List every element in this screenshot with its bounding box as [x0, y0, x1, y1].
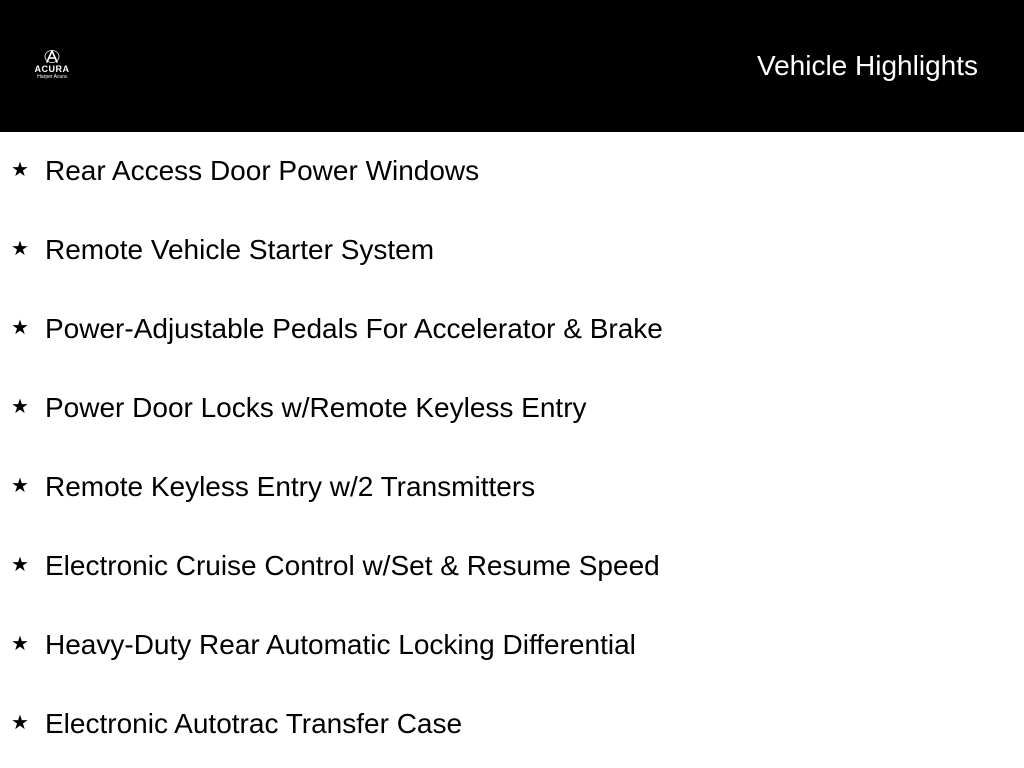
star-icon: ★ [11, 633, 29, 655]
star-icon: ★ [11, 554, 29, 576]
highlight-label: Remote Vehicle Starter System [45, 234, 435, 265]
logo-dealer-name: Harper Acura [37, 74, 67, 80]
highlight-label: Electronic Cruise Control w/Set & Resume Speed [45, 550, 660, 581]
highlight-label: Remote Keyless Entry w/2 Transmitters [45, 471, 536, 502]
star-icon: ★ [11, 712, 29, 734]
highlight-label: Electronic Autotrac Transfer Case [45, 708, 463, 739]
highlight-label: Power-Adjustable Pedals For Accelerator & Brake [45, 313, 663, 344]
list-item [0, 606, 1024, 685]
star-icon: ★ [11, 159, 29, 181]
list-item [0, 290, 1024, 369]
header-bar [0, 0, 1024, 132]
acura-logo-icon [44, 50, 60, 63]
star-icon: ★ [11, 475, 29, 497]
acura-logo [26, 50, 78, 88]
page-title: Vehicle Highlights [756, 50, 978, 81]
highlight-label: Power Door Locks w/Remote Keyless Entry [45, 392, 587, 423]
logo-wordmark: ACURA [34, 64, 70, 74]
highlight-label: Heavy-Duty Rear Automatic Locking Differential [45, 629, 636, 660]
highlight-label: Rear Access Door Power Windows [45, 155, 480, 186]
star-icon: ★ [11, 238, 29, 260]
list-item [0, 527, 1024, 606]
star-icon: ★ [11, 396, 29, 418]
list-item [0, 685, 1024, 764]
list-item [0, 369, 1024, 448]
highlights-list [0, 132, 1024, 768]
list-item [0, 132, 1024, 211]
list-item [0, 448, 1024, 527]
list-item [0, 211, 1024, 290]
star-icon: ★ [11, 317, 29, 339]
